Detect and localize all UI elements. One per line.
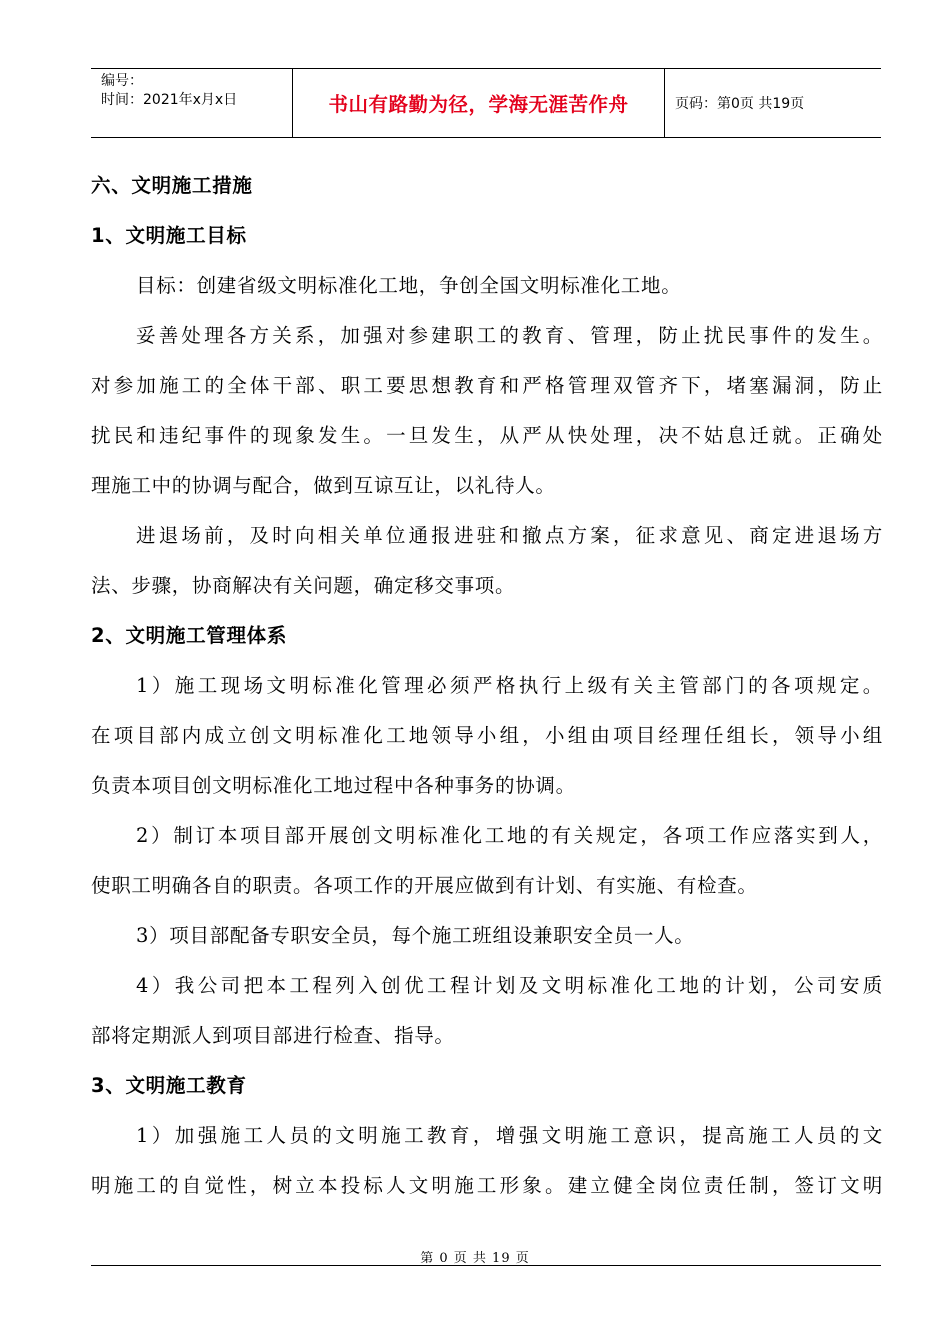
paragraph-line: 使职工明确各自的职责。各项工作的开展应做到有计划、有实施、有检查。 — [91, 874, 758, 897]
paragraph-line: 在项目部内成立创文明标准化工地领导小组，小组由项目经理任组长，领导小组 — [91, 724, 883, 747]
footer-divider — [91, 1265, 881, 1266]
paragraph-line: 2）制订本项目部开展创文明标准化工地的有关规定，各项工作应落实到人， — [136, 824, 883, 847]
paragraph-line: 明施工的自觉性，树立本投标人文明施工形象。建立健全岗位责任制，签订文明 — [91, 1174, 883, 1197]
heading-2: 2、文明施工管理体系 — [91, 624, 288, 647]
header-page-info-cell — [665, 69, 881, 137]
paragraph-line: 对参加施工的全体干部、职工要思想教育和严格管理双管齐下，堵塞漏洞，防止 — [91, 374, 883, 397]
paragraph-line: 妥善处理各方关系，加强对参建职工的教育、管理，防止扰民事件的发生。 — [136, 324, 883, 347]
header-meta — [91, 69, 293, 137]
paragraph-line: 部将定期派人到项目部进行检查、指导。 — [91, 1024, 455, 1047]
header-motto: 书山有路勤为径，学海无涯苦作舟 — [328, 93, 629, 116]
paragraph-line: 法、步骤，协商解决有关问题，确定移交事项。 — [91, 574, 516, 597]
paragraph-line: 1）加强施工人员的文明施工教育，增强文明施工意识，提高施工人员的文 — [136, 1124, 883, 1147]
paragraph-line: 目标：创建省级文明标准化工地，争创全国文明标准化工地。 — [136, 274, 682, 297]
paragraph-line: 1）施工现场文明标准化管理必须严格执行上级有关主管部门的各项规定。 — [136, 674, 883, 697]
paragraph-line: 3）项目部配备专职安全员，每个施工班组设兼职安全员一人。 — [136, 924, 695, 947]
header-page-info: 页码：第0页 共19页 — [675, 96, 805, 112]
page-footer-number: 第 0 页 共 19 页 — [420, 1251, 530, 1266]
paragraph-line: 4）我公司把本工程列入创优工程计划及文明标准化工地的计划，公司安质 — [136, 974, 883, 997]
document-time-label: 时间：2021年x月x日 — [101, 92, 238, 108]
heading-3: 3、文明施工教育 — [91, 1074, 247, 1097]
page-header — [91, 68, 881, 138]
paragraph-line: 负责本项目创文明标准化工地过程中各种事务的协调。 — [91, 774, 576, 797]
header-motto-cell — [293, 69, 665, 137]
paragraph-line: 进退场前，及时向相关单位通报进驻和撤点方案，征求意见、商定进退场方 — [136, 524, 883, 547]
paragraph-line: 扰民和违纪事件的现象发生。一旦发生，从严从快处理，决不姑息迁就。正确处 — [91, 424, 883, 447]
document-number-label: 编号： — [101, 73, 143, 89]
heading-1: 1、文明施工目标 — [91, 224, 247, 247]
paragraph-line: 理施工中的协调与配合，做到互谅互让，以礼待人。 — [91, 474, 556, 497]
section-title: 六、文明施工措施 — [91, 174, 253, 197]
